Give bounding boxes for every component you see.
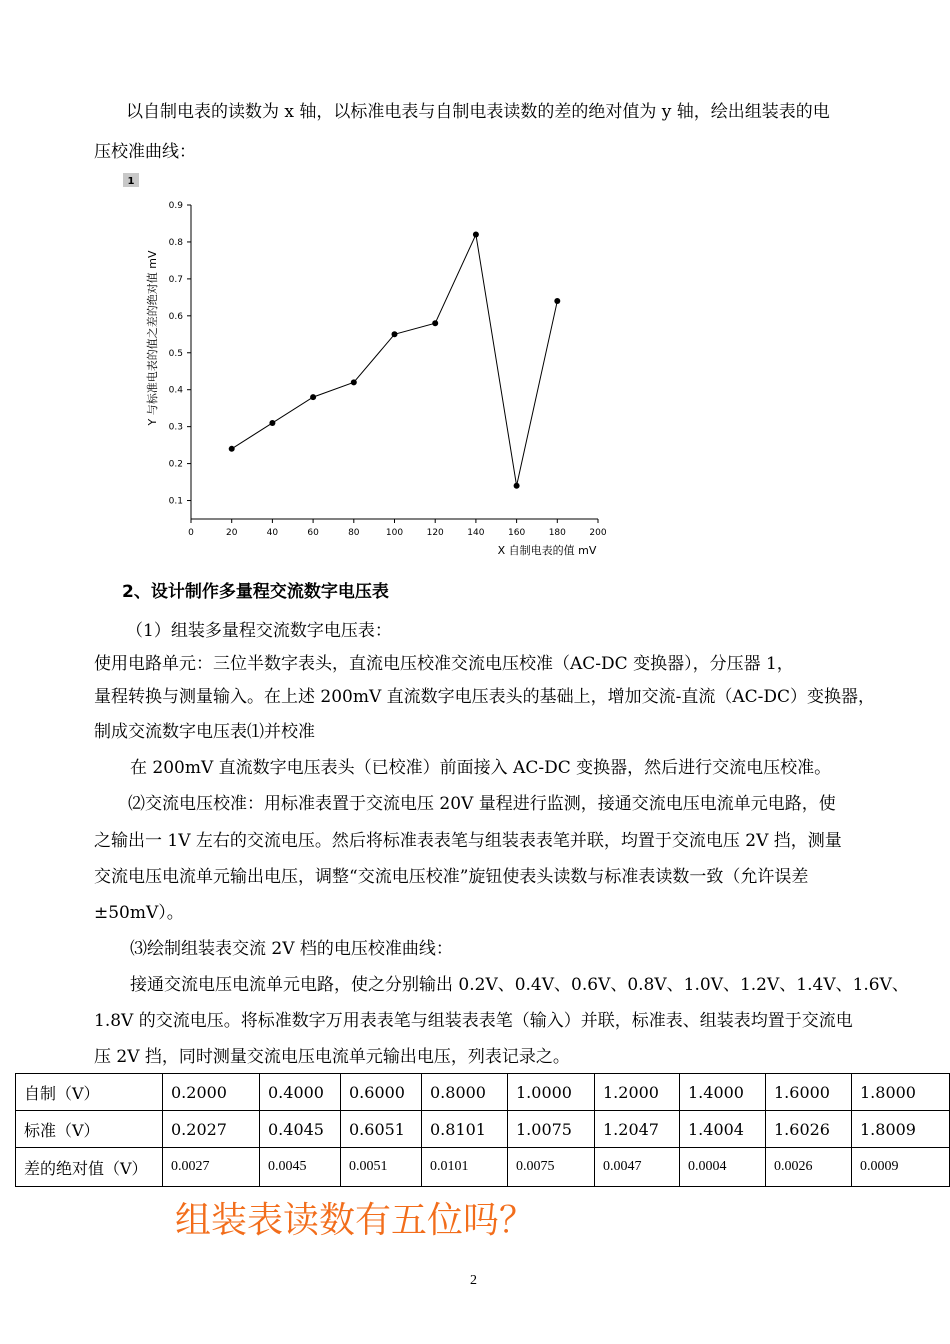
table-cell: 1.8000: [852, 1074, 950, 1111]
table-cell: 0.6051: [341, 1111, 422, 1148]
table-cell: 0.0051: [341, 1148, 422, 1187]
y-tick-label: 0.3: [168, 422, 183, 433]
paragraph-3: 量程转换与测量输入。在上述 200mV 直流数字电压表头的基础上，增加交流-直流（AC-DC）变换器，: [94, 687, 876, 707]
paragraph-6: ⑵交流电压校准：用标准表置于交流电压 20V 量程进行监测，接通交流电压电流单元电路，使: [128, 794, 836, 814]
table-cell: 0.0026: [766, 1148, 852, 1187]
y-tick-label: 0.9: [168, 201, 183, 211]
table-row: [16, 1148, 950, 1187]
table-cell: 1.2047: [595, 1111, 680, 1148]
x-tick-label: 0: [188, 528, 194, 538]
table-cell: 1.2000: [595, 1074, 680, 1111]
table-cell: 0.4045: [260, 1111, 341, 1148]
x-tick-label: 200: [589, 528, 607, 538]
intro-line-1: 以自制电表的读数为 x 轴，以标准电表与自制电表读数的差的绝对值为 y 轴，绘出组装表的电: [126, 102, 830, 122]
row-label: 差的绝对值（V）: [16, 1148, 163, 1187]
x-tick-label: 80: [348, 528, 360, 538]
table-cell: 0.0101: [422, 1148, 508, 1187]
y-tick-label: 0.6: [168, 311, 183, 322]
data-point: [269, 420, 275, 426]
table-cell: 0.0004: [680, 1148, 766, 1187]
data-point: [473, 232, 479, 238]
table-row: [16, 1111, 950, 1148]
table-cell: 1.4004: [680, 1111, 766, 1148]
paragraph-2: 使用电路单元：三位半数字表头，直流电压校准交流电压校准（AC-DC 变换器），分压器 1，: [94, 654, 794, 674]
table-cell: 1.6026: [766, 1111, 852, 1148]
y-axis-label: Y 与标准电表的值之差的绝对值 mV: [146, 250, 159, 426]
table-cell: 0.2000: [163, 1074, 260, 1111]
paragraph-1: （1）组装多量程交流数字电压表：: [126, 621, 392, 641]
row-label: 自制（V）: [16, 1074, 163, 1111]
y-tick-label: 0.1: [168, 496, 183, 507]
table-cell: 0.0075: [508, 1148, 595, 1187]
table-cell: 0.0047: [595, 1148, 680, 1187]
calibration-chart: [0, 0, 950, 580]
y-tick-label: 0.5: [168, 348, 183, 359]
table-cell: 1.4000: [680, 1074, 766, 1111]
row-label: 标准（V）: [16, 1111, 163, 1148]
series-line: [232, 235, 558, 486]
x-tick-label: 100: [385, 528, 404, 538]
data-point: [514, 483, 520, 489]
paragraph-11: 接通交流电压电流单元电路，使之分别输出 0.2V、0.4V、0.6V、0.8V、1.0V、1.2V、1.4V、1.6V、: [130, 975, 909, 995]
table-cell: 0.2027: [163, 1111, 260, 1148]
y-tick-label: 0.4: [168, 385, 183, 396]
data-point: [229, 446, 235, 452]
page-number: 2: [470, 1273, 477, 1288]
table-cell: 0.8101: [422, 1111, 508, 1148]
data-point: [554, 298, 560, 304]
y-tick-label: 0.8: [168, 237, 183, 248]
paragraph-12: 1.8V 的交流电压。将标准数字万用表表笔与组装表表笔（输入）并联，标准表、组装表均置于交流电: [94, 1011, 853, 1031]
table-cell: 0.4000: [260, 1074, 341, 1111]
y-tick-label: 0.7: [168, 274, 183, 285]
paragraph-10: ⑶绘制组装表交流 2V 档的电压校准曲线：: [130, 939, 453, 959]
y-tick-label: 0.2: [168, 459, 183, 470]
data-point: [392, 331, 398, 337]
x-tick-label: 160: [508, 528, 526, 538]
table-cell: 0.0027: [163, 1148, 260, 1187]
x-tick-label: 140: [467, 528, 485, 538]
section-heading: 2、设计制作多量程交流数字电压表: [122, 582, 389, 602]
handwritten-note: 组装表读数有五位吗？: [175, 1200, 536, 1241]
x-tick-label: 180: [548, 528, 566, 538]
paragraph-8: 交流电压电流单元输出电压，调整“交流电压校准”旋钮使表头读数与标准表读数一致（允许误差: [94, 867, 809, 887]
table-cell: 0.6000: [341, 1074, 422, 1111]
paragraph-13: 压 2V 挡，同时测量交流电压电流单元输出电压，列表记录之。: [94, 1047, 570, 1067]
table-row: [16, 1074, 950, 1111]
paragraph-9: ±50mV）。: [94, 903, 184, 923]
data-point: [351, 379, 357, 385]
paragraph-5: 在 200mV 直流数字电压表头（已校准）前面接入 AC-DC 变换器，然后进行交流电压校准。: [130, 758, 832, 778]
table-cell: 1.8009: [852, 1111, 950, 1148]
table-cell: 0.0045: [260, 1148, 341, 1187]
paragraph-4: 制成交流数字电压表⑴并校准: [94, 722, 315, 742]
table-cell: 0.8000: [422, 1074, 508, 1111]
table-cell: 1.0075: [508, 1111, 595, 1148]
intro-line-2: 压校准曲线：: [94, 142, 196, 162]
table-cell: 1.6000: [766, 1074, 852, 1111]
x-tick-label: 40: [266, 528, 279, 538]
x-axis-label: X 自制电表的值 mV: [497, 544, 597, 557]
paragraph-7: 之输出一 1V 左右的交流电压。然后将标准表表笔与组装表表笔并联，均置于交流电压 2V 挡，测量: [94, 831, 842, 851]
data-point: [432, 320, 438, 326]
x-tick-label: 120: [426, 528, 444, 538]
table-cell: 1.0000: [508, 1074, 595, 1111]
data-point: [310, 394, 316, 400]
calibration-table: [15, 1073, 950, 1187]
table-cell: 0.0009: [852, 1148, 950, 1187]
panel-label: 1: [127, 176, 135, 187]
x-tick-label: 60: [307, 528, 319, 538]
x-tick-label: 20: [225, 528, 238, 538]
